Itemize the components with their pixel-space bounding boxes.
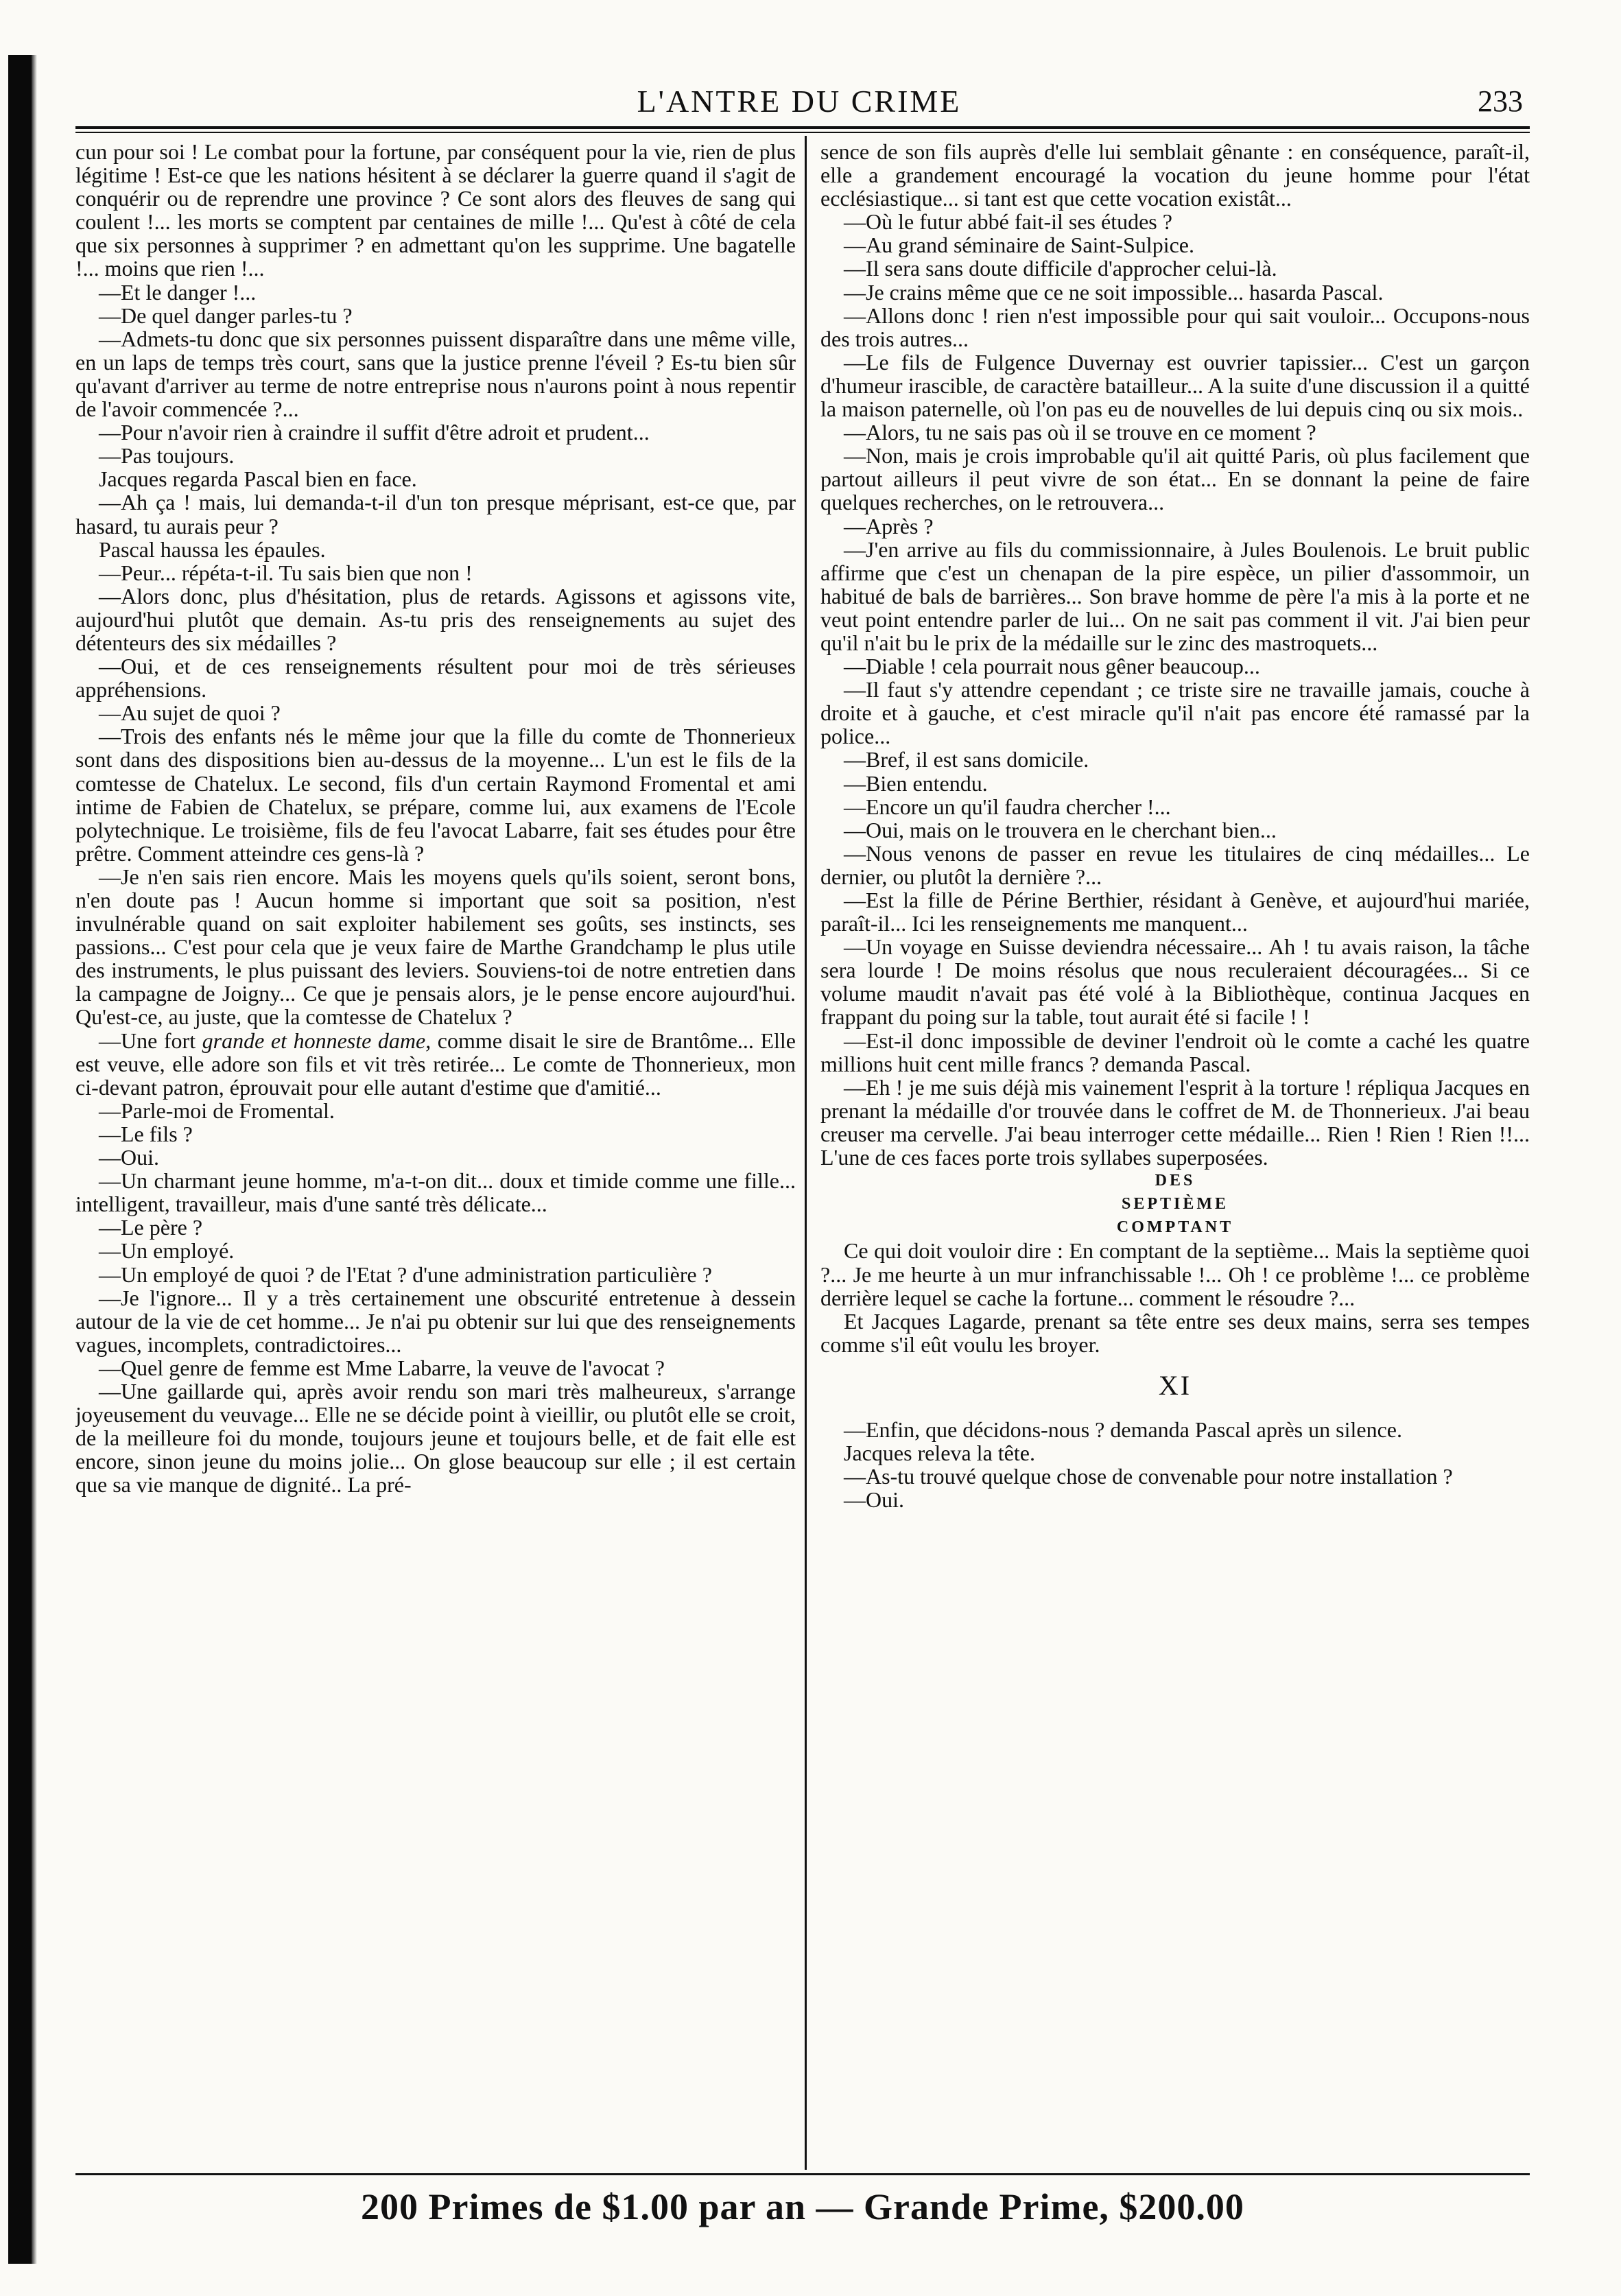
paragraph: —Pas toujours.	[99, 443, 235, 469]
paragraph: —Je crains même que ce ne soit impossible... hasarda Pascal.	[844, 279, 1384, 305]
paragraph: —Au grand séminaire de Saint-Sulpice.	[844, 233, 1194, 258]
medal-inscription-line: COMPTANT	[1116, 1218, 1234, 1237]
running-title: L'ANTRE DU CRIME	[637, 84, 962, 119]
paragraph: —Un employé de quoi ? de l'Etat ? d'une administration particulière ?	[99, 1262, 712, 1287]
paragraph: —Bien entendu.	[844, 770, 988, 796]
paragraph: —Et le danger !...	[99, 279, 257, 305]
page-number: 233	[1478, 84, 1523, 118]
paragraph	[75, 1029, 796, 1099]
page-header	[75, 81, 1523, 122]
paragraph-continued: cun pour soi ! Le combat pour la fortune, par conséquent pour la vie, rien de plus légitime ! Est-ce que les nations hésitent à se déclarer la guerre quand il s'agit de conquérir ou de reprendre une province ? Ce sont alors des fleuves de sang qui coulent !... les morts se comptent par centaines de mille !... Qu'est à côté de cela que six personnes à supprimer ? en admettant qu'on les supprime. Une bagatelle !... moins que rien !...	[75, 140, 796, 281]
column-divider	[805, 136, 807, 2170]
paragraph: —Un voyage en Suisse deviendra nécessaire... Ah ! tu avais raison, la tâche sera lourde ! De moins résolus que nous reculeraient découragées... Si ce volume maudit n'avait pas été volé à la Bibliothèque, continua Jacques en frappant du poing sur la table, tout aurait été si facile ! !	[820, 934, 1530, 1030]
paragraph: —Oui.	[844, 1487, 904, 1513]
paragraph: —Parle-moi de Fromental.	[99, 1098, 335, 1123]
header-rule-thin	[75, 132, 1530, 133]
paragraph: —Alors, tu ne sais pas où il se trouve en ce moment ?	[844, 420, 1316, 445]
footer-rule	[75, 2173, 1530, 2175]
paragraph: —Oui, et de ces renseignements résultent pour moi de très sérieuses appréhensions.	[75, 654, 796, 702]
chapter-heading: XI	[1158, 1369, 1192, 1401]
paragraph: —Un employé.	[99, 1238, 235, 1264]
paragraph: —Allons donc ! rien n'est impossible pour qui sait vouloir... Occupons-nous des trois autres...	[820, 303, 1530, 351]
paragraph: —Au sujet de quoi ?	[99, 700, 281, 726]
paragraph: —Peur... répéta-t-il. Tu sais bien que non !	[99, 560, 473, 585]
paragraph: —Enfin, que décidons-nous ? demanda Pascal après un silence.	[844, 1417, 1402, 1442]
paragraph: —J'en arrive au fils du commissionnaire, à Jules Boulenois. Le bruit public affirme que c'est un chenapan de la pire espèce, un pilier d'assommoir, un habitué de bals de barrières... Son brave homme de père l'a mis à la porte et ne veut point entendre parler de lui... On ne sait pas comment il vit. J'ai bien peur qu'il n'ait bu le prix de la médaille sur le zinc des mastroquets...	[820, 536, 1530, 655]
paragraph: —Diable ! cela pourrait nous gêner beaucoup...	[844, 654, 1260, 679]
paragraph: —Non, mais je crois improbable qu'il ait quitté Paris, où plus facilement que partout ailleurs il peut vivre de son état... En se donnant la peine de faire quelques recherches, on le retrouvera...	[820, 443, 1530, 515]
paragraph: —Bref, il est sans domicile.	[844, 747, 1089, 772]
footer-banner: 200 Primes de $1.00 par an — Grande Prime, $200.00	[361, 2186, 1244, 2227]
paragraph: —Je l'ignore... Il y a très certainement une obscurité entretenue à dessein autour de la vie de cet homme... Je n'ai pu obtenir sur lui que des renseignements vagues, incomplets, contradictoires...	[75, 1285, 796, 1357]
paragraph: —Oui.	[99, 1145, 159, 1170]
emphasis-text: grande et honneste dame,	[202, 1028, 431, 1053]
paragraph: —Où le futur abbé fait-il ses études ?	[844, 209, 1172, 235]
paragraph: —Une gaillarde qui, après avoir rendu son mari très malheureux, s'arrange joyeusement du veuvage... Elle ne se décide point à vieillir, ou plutôt elle se croit, de la meilleure foi du monde, toujours jeune et toujours belle, et de fait elle est encore, sinon jeune du moins jolie... On glose beaucoup sur elle ; il est certain que sa vie manque de dignité.. La pré-	[75, 1378, 796, 1498]
paragraph: —Le père ?	[99, 1215, 203, 1240]
paragraph: —Un charmant jeune homme, m'a-t-on dit... doux et timide comme une fille... intelligent, travailleur, mais d'une santé très délicate...	[75, 1168, 796, 1217]
paragraph: Ce qui doit vouloir dire : En comptant de la septième... Mais la septième quoi ?... Je me heurte à un mur infranchissable !... Oh ! ce problème !... ce problème derrière lequel se cache la fortune... comment le résoudre ?...	[820, 1238, 1530, 1310]
book-spine-shadow	[8, 55, 32, 2264]
medal-inscription-line: DES	[1155, 1172, 1196, 1190]
paragraph: Et Jacques Lagarde, prenant sa tête entre ses deux mains, serra ses tempes comme s'il eût voulu les broyer.	[820, 1308, 1530, 1357]
paragraph: —Admets-tu donc que six personnes puissent disparaître dans une même ville, en un laps de temps très court, sans que la justice prenne l'éveil ? Es-tu bien sûr qu'avant d'arriver au terme de notre entreprise nous n'aurons point à nous repentir de l'avoir commencée ?...	[75, 326, 796, 422]
paragraph: Pascal haussa les épaules.	[99, 536, 326, 562]
paragraph: —Eh ! je me suis déjà mis vainement l'esprit à la torture ! répliqua Jacques en prenant la médaille d'or trouvée dans le coffret de M. de Thonnerieux. J'ai beau creuser ma cervelle. J'ai beau interroger cette médaille... Rien ! Rien ! Rien !!... L'une de ces faces porte trois syllabes superposées.	[820, 1074, 1530, 1170]
paragraph: —Le fils ?	[99, 1121, 193, 1146]
text-column-left	[75, 140, 796, 2167]
paragraph: —Le fils de Fulgence Duvernay est ouvrier tapissier... C'est un garçon d'humeur irascible, de caractère batailleur... A la suite d'une discussion il a quitté la maison paternelle, où l'on pas eu de nouvelles de lui depuis cinq ou six mois..	[820, 349, 1530, 422]
paragraph-text: —Une fort	[99, 1028, 202, 1053]
paragraph: —Ah ça ! mais, lui demanda-t-il d'un ton presque méprisant, est-ce que, par hasard, tu aurais peur ?	[75, 490, 796, 539]
paragraph-text: comme disait le sire de Brantôme... Elle est veuve, elle adore son fils et vit très retirée... Le comte de Thonnerieux, mon ci-devant patron, éprouvait pour elle autant d'estime que d'amitié...	[75, 1028, 796, 1100]
paragraph: —Trois des enfants nés le même jour que la fille du comte de Thonnerieux sont dans des dispositions bien au-dessus de la moyenne... L'un est le fils de la comtesse de Chatelux. Le second, fils d'un certain Raymond Fromental et ami intime de Fabien de Chatelux, se prépare, comme lui, aux examens de l'Ecole polytechnique. Le troisième, fils de feu l'avocat Labarre, fait ses études pour être prêtre. Comment atteindre ces gens-là ?	[75, 724, 796, 866]
paragraph: —Quel genre de femme est Mme Labarre, la veuve de l'avocat ?	[99, 1355, 665, 1380]
paragraph: Jacques releva la tête.	[844, 1441, 1035, 1466]
paragraph: —Alors donc, plus d'hésitation, plus de retards. Agissons et agissons vite, aujourd'hui plutôt que demain. As-tu pris des renseignements au sujet des détenteurs des six médailles ?	[75, 583, 796, 655]
paragraph: —Nous venons de passer en revue les titulaires de cinq médailles... Le dernier, ou plutôt la dernière ?...	[820, 840, 1530, 889]
paragraph: —Pour n'avoir rien à craindre il suffit d'être adroit et prudent...	[99, 420, 650, 445]
book-spine-edge	[32, 55, 37, 2264]
paragraph: Jacques regarda Pascal bien en face.	[99, 466, 417, 492]
paragraph-continued: sence de son fils auprès d'elle lui semblait gênante : en conséquence, paraît-il, elle a grandement encouragé la vocation du jeune homme pour l'état ecclésiastique... si tant est que cette vocation existât...	[820, 140, 1530, 211]
paragraph: —Encore un qu'il faudra chercher !...	[844, 794, 1171, 819]
paragraph: —Il sera sans doute difficile d'approcher celui-là.	[844, 256, 1277, 281]
paragraph: —As-tu trouvé quelque chose de convenable pour notre installation ?	[844, 1464, 1453, 1489]
paragraph: —De quel danger parles-tu ?	[99, 303, 353, 328]
paragraph: —Après ?	[844, 513, 934, 539]
paragraph: —Est la fille de Périne Berthier, résidant à Genève, et aujourd'hui mariée, paraît-il... Ici les renseignements me manquent...	[820, 888, 1530, 936]
header-rule	[75, 126, 1530, 129]
paragraph: —Je n'en sais rien encore. Mais les moyens quels qu'ils soient, seront bons, n'en doute pas ! Aucun homme si important que soit sa position, n'est invulnérable quand on sait exploiter habilement ses goûts, ses instincts, ses passions... C'est pour cela que je veux faire de Marthe Grandchamp le plus utile des instruments, le plus puissant des leviers. Souviens-toi de notre entretien dans la campagne de Joigny... Ce que je pensais alors, je le pense encore aujourd'hui. Qu'est-ce, au juste, que la comtesse de Chatelux ?	[75, 864, 796, 1030]
text-column-right	[820, 140, 1530, 2167]
paragraph: —Oui, mais on le trouvera en le cherchant bien...	[844, 817, 1277, 842]
paragraph: —Est-il donc impossible de deviner l'endroit où le comte a caché les quatre millions huit cent mille francs ? demanda Pascal.	[820, 1028, 1530, 1076]
medal-inscription-line: SEPTIÈME	[1121, 1195, 1229, 1214]
paragraph: —Il faut s'y attendre cependant ; ce triste sire ne travaille jamais, couche à droite et à gauche, et c'est miracle qu'il n'ait pas encore été ramassé par la police...	[820, 677, 1530, 749]
